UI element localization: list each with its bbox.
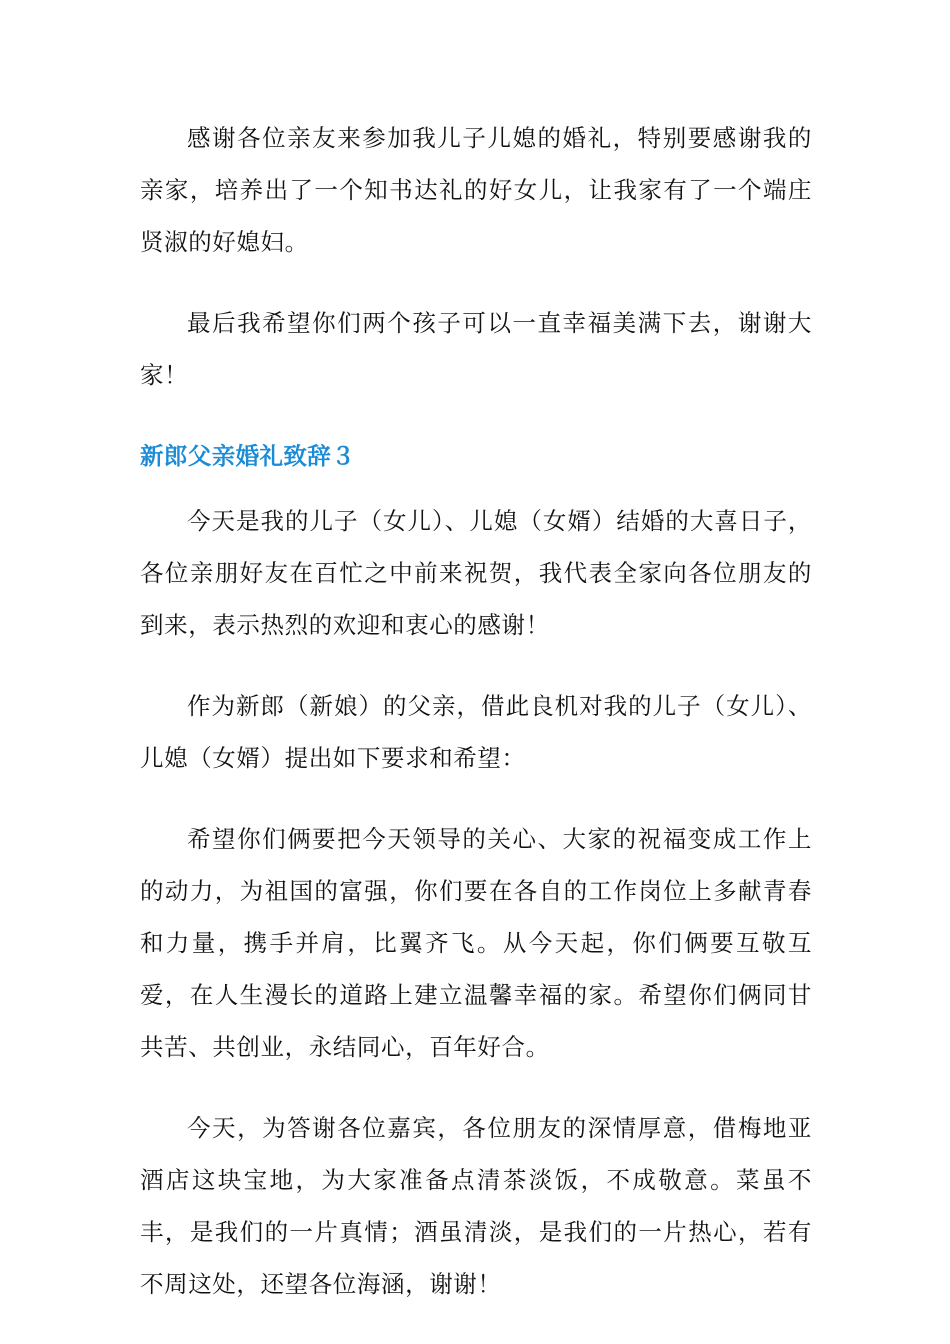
paragraph-spacer [140, 482, 812, 495]
section-heading: 新郎父亲婚礼致辞３ [140, 442, 356, 470]
paragraph-thanks-in-laws: 感谢各位亲友来参加我儿子儿媳的婚礼，特别要感谢我的亲家，培养出了一个知书达礼的好女儿，让我家有了一个端庄贤淑的好媳妇。 [140, 124, 812, 256]
document-body [140, 112, 812, 1310]
paragraph-spacer [140, 268, 812, 297]
paragraph-welcome: 今天是我的儿子（女儿）、儿媳（女婿）结婚的大喜日子，各位亲朋好友在百忙之中前来祝贺，我代表全家向各位朋友的到来，表示热烈的欢迎和衷心的感谢！ [140, 507, 812, 639]
paragraph-closing-wish: 最后我希望你们两个孩子可以一直幸福美满下去，谢谢大家！ [140, 309, 812, 389]
paragraph-spacer [140, 651, 812, 680]
paragraph-banquet-thanks: 今天，为答谢各位嘉宾，各位朋友的深情厚意，借梅地亚酒店这块宝地，为大家准备点清茶淡饭，不成敬意。菜虽不丰，是我们的一片真情；酒虽清淡，是我们的一片热心，若有不周这处，还望各位海涵，谢谢！ [140, 1114, 812, 1298]
paragraph-spacer [140, 1073, 812, 1102]
paragraph-spacer [140, 784, 812, 813]
paragraph-spacer [140, 401, 812, 430]
paragraph-hopes: 希望你们俩要把今天领导的关心、大家的祝福变成工作上的动力，为祖国的富强，你们要在各自的工作岗位上多献青春和力量，携手并肩，比翼齐飞。从今天起，你们俩要互敬互爱，在人生漫长的道路上建立温馨幸福的家。希望你们俩同甘共苦、共创业，永结同心，百年好合。 [140, 825, 812, 1061]
paragraph-requests-intro: 作为新郎（新娘）的父亲，借此良机对我的儿子（女儿）、儿媳（女婿）提出如下要求和希望： [140, 692, 812, 772]
